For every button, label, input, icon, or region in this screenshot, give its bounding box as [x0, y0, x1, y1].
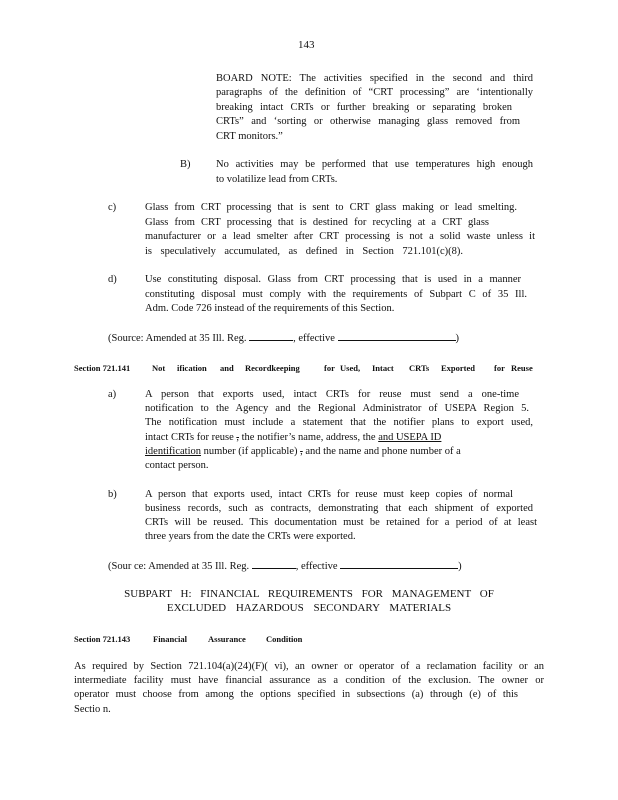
section-title-word: Condition [266, 634, 303, 644]
subpart-heading: SUBPART H: FINANCIAL REQUIREMENTS FOR MANAGEMENT OF [124, 588, 494, 600]
section-title-word: CRTs [409, 363, 430, 373]
item-d-line: Use constituting disposal. Glass from CRT processing that is used in a manner [145, 274, 521, 285]
inserted-text: and USEPA ID [378, 432, 442, 443]
item-c-line: Glass from CRT processing that is sent to CRT glass making or lead smelting. [145, 202, 517, 213]
board-note-line: CRT monitors.” [216, 131, 283, 142]
section-title-word: Recordkeeping [245, 363, 300, 373]
section-title-word: Assurance [208, 634, 246, 644]
item-b-line: A person that exports used, intact CRTs for reuse must keep copies of normal [145, 489, 513, 500]
item-c-line: is speculatively accumulated, as defined in Section 721.101(c)(8). [145, 246, 463, 257]
section-title-word: for [494, 363, 505, 373]
source-mid: , effective [295, 561, 338, 572]
section-title-word: for [324, 363, 335, 373]
item-B-line: to volatilize lead from CRTs. [216, 174, 338, 185]
item-d-line: constituting disposal must comply with the requirements of Subpart C of 35 Ill. [145, 289, 527, 300]
item-label-c: c) [108, 202, 117, 213]
item-label-a: a) [108, 389, 117, 400]
item-a-line-amended [145, 431, 441, 446]
section-number: Section 721.141 [74, 363, 131, 373]
section-title-word: Exported [441, 363, 475, 373]
section-number: Section 721.143 [74, 634, 131, 644]
text: intact CRTs for reuse [145, 432, 234, 443]
item-d-line: Adm. Code 726 instead of the requirements of this Section. [145, 303, 395, 314]
struck-text: , [236, 432, 239, 443]
item-a-line: The notification must include a statement that the notifier plans to export used, [145, 417, 533, 428]
item-a-line: contact person. [145, 460, 209, 471]
item-a-line: A person that exports used, intact CRTs for reuse must send a one-time [145, 389, 519, 400]
source-effective-blank [340, 558, 458, 569]
page-number: 143 [298, 39, 315, 51]
source-mid: , effective [293, 333, 335, 344]
item-b-line: business records, such as contracts, demonstrating that each shipment of exported [145, 503, 533, 514]
inserted-text: identification [145, 446, 201, 457]
board-note-line: BOARD NOTE: The activities specified in the second and third [216, 73, 533, 84]
board-note-line: breaking intact CRTs or further breaking or separating broken [216, 102, 512, 113]
board-note-line: CRTs” and ‘sorting or otherwise managing glass removed from [216, 116, 520, 127]
paragraph-line: intermediate facility must have financial assurance as a condition of the exclusion. The owner or [74, 675, 544, 686]
item-b-line: CRTs will be reused. This documentation must be retained for a period of at least [145, 517, 537, 528]
source-effective-blank [338, 330, 456, 341]
section-title-word: Not [152, 363, 166, 373]
source-prefix: (Sour ce: Amended at 35 Ill. Reg. [108, 561, 250, 572]
section-title-word: Used, [340, 363, 361, 373]
section-title-word: Financial [153, 634, 188, 644]
paragraph-line: As required by Section 721.104(a)(24)(F)( vi), an owner or operator of a reclamation facility or an [74, 661, 544, 672]
struck-text: , [300, 446, 303, 457]
section-title-word: and [220, 363, 234, 373]
item-c-line: Glass from CRT processing that is destined for recycling at a CRT glass [145, 217, 489, 228]
board-note-line: paragraphs of the definition of “CRT processing” are ‘intentionally [216, 87, 533, 98]
source-reg-blank [249, 330, 293, 341]
item-b-line: three years from the date the CRTs were exported. [145, 531, 356, 542]
item-label-d: d) [108, 274, 117, 285]
item-B-line: No activities may be performed that use temperatures high enough [216, 159, 533, 170]
item-label-b: b) [108, 489, 117, 500]
text: and the name and phone number of a [305, 446, 461, 457]
source-note [108, 558, 462, 575]
subpart-heading: EXCLUDED HAZARDOUS SECONDARY MATERIALS [166, 602, 452, 614]
source-suffix: ) [458, 561, 462, 572]
source-note [108, 330, 459, 347]
item-label-B: B) [180, 159, 191, 170]
item-a-line-amended [145, 445, 461, 460]
source-prefix: (Source: Amended at 35 Ill. Reg. [108, 333, 247, 344]
text: number (if applicable) [203, 446, 298, 457]
section-title-word: ification [177, 363, 207, 373]
item-a-line: notification to the Agency and the Regional Administrator of USEPA Region 5. [145, 403, 529, 414]
source-reg-blank [252, 558, 296, 569]
paragraph-line: Sectio n. [74, 704, 111, 715]
source-suffix: ) [455, 333, 460, 344]
paragraph-line: operator must choose from among the options specified in subsections (a) through (e) of this [74, 689, 518, 700]
text: the notifier’s name, address, the [241, 432, 376, 443]
section-title-word: Reuse [511, 363, 533, 373]
section-title-word: Intact [372, 363, 394, 373]
item-c-line: manufacturer or a lead smelter after CRT processing is not a solid waste unless it [145, 231, 535, 242]
